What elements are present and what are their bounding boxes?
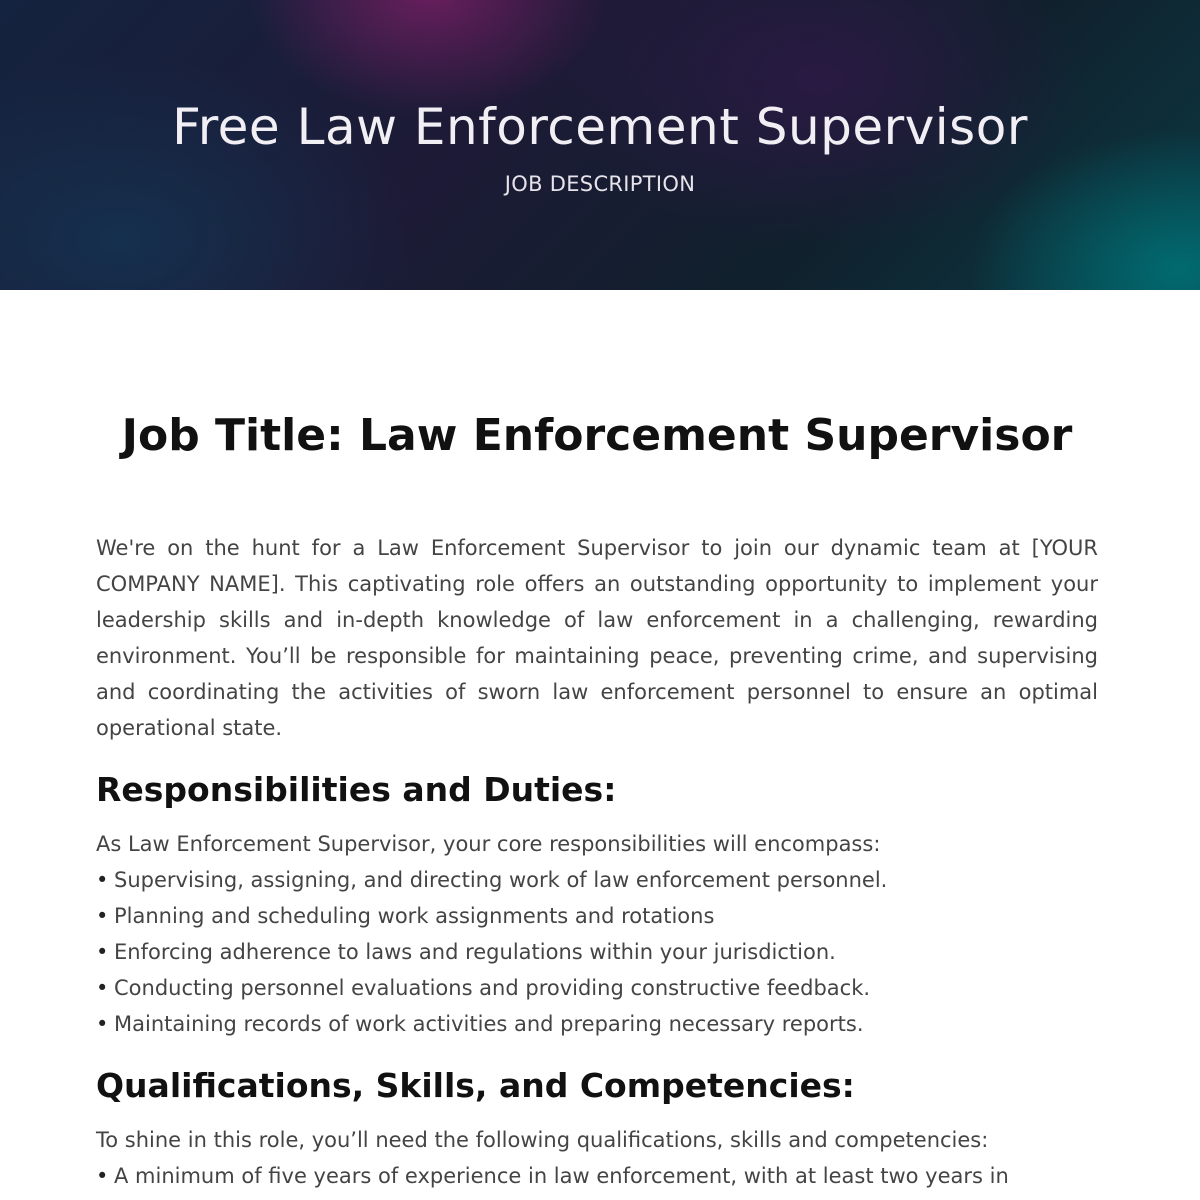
list-item bbox=[96, 898, 1098, 934]
list-item bbox=[96, 934, 1098, 970]
list-item-text: Planning and scheduling work assignments and rotations bbox=[114, 904, 715, 928]
qualifications-intro: To shine in this role, you’ll need the following qualifications, skills and competencies: bbox=[96, 1128, 989, 1152]
bullet-icon: • bbox=[96, 1012, 109, 1036]
document-body bbox=[96, 290, 1098, 1194]
bullet-icon: • bbox=[96, 976, 109, 1000]
responsibilities-heading: Responsibilities and Duties: bbox=[96, 770, 617, 809]
header-banner bbox=[0, 0, 1200, 290]
bullet-icon: • bbox=[96, 868, 109, 892]
list-item bbox=[96, 862, 1098, 898]
list-item bbox=[96, 1006, 1098, 1042]
list-item-text: A minimum of five years of experience in law enforcement, with at least two years in bbox=[114, 1164, 1009, 1188]
qualifications-heading: Qualifications, Skills, and Competencies: bbox=[96, 1066, 855, 1105]
list-item-text: Conducting personnel evaluations and providing constructive feedback. bbox=[114, 976, 871, 1000]
qualifications-list bbox=[96, 1158, 1098, 1194]
banner-subtitle: JOB DESCRIPTION bbox=[504, 172, 696, 196]
bullet-icon: • bbox=[96, 904, 109, 928]
bullet-icon: • bbox=[96, 940, 109, 964]
list-item-text: Enforcing adherence to laws and regulations within your jurisdiction. bbox=[114, 940, 836, 964]
intro-paragraph: We're on the hunt for a Law Enforcement Supervisor to join our dynamic team at [YOUR COMPANY NAME]. This captivating role offers an outstanding opportunity to implement your leadership skills and in-depth knowledge of law enforcement in a challenging, rewarding environment. You’ll be responsible for maintaining peace, preventing crime, and supervising and coordinating the activities of sworn law enforcement personnel to ensure an optimal operational state. bbox=[96, 536, 1098, 740]
responsibilities-intro: As Law Enforcement Supervisor, your core responsibilities will encompass: bbox=[96, 832, 881, 856]
job-title: Job Title: Law Enforcement Supervisor bbox=[121, 410, 1073, 461]
list-item bbox=[96, 1158, 1098, 1194]
list-item-text: Maintaining records of work activities and preparing necessary reports. bbox=[114, 1012, 864, 1036]
banner-title: Free Law Enforcement Supervisor bbox=[172, 98, 1028, 156]
list-item-text: Supervising, assigning, and directing work of law enforcement personnel. bbox=[114, 868, 888, 892]
list-item bbox=[96, 970, 1098, 1006]
responsibilities-list bbox=[96, 862, 1098, 1042]
bullet-icon: • bbox=[96, 1164, 109, 1188]
